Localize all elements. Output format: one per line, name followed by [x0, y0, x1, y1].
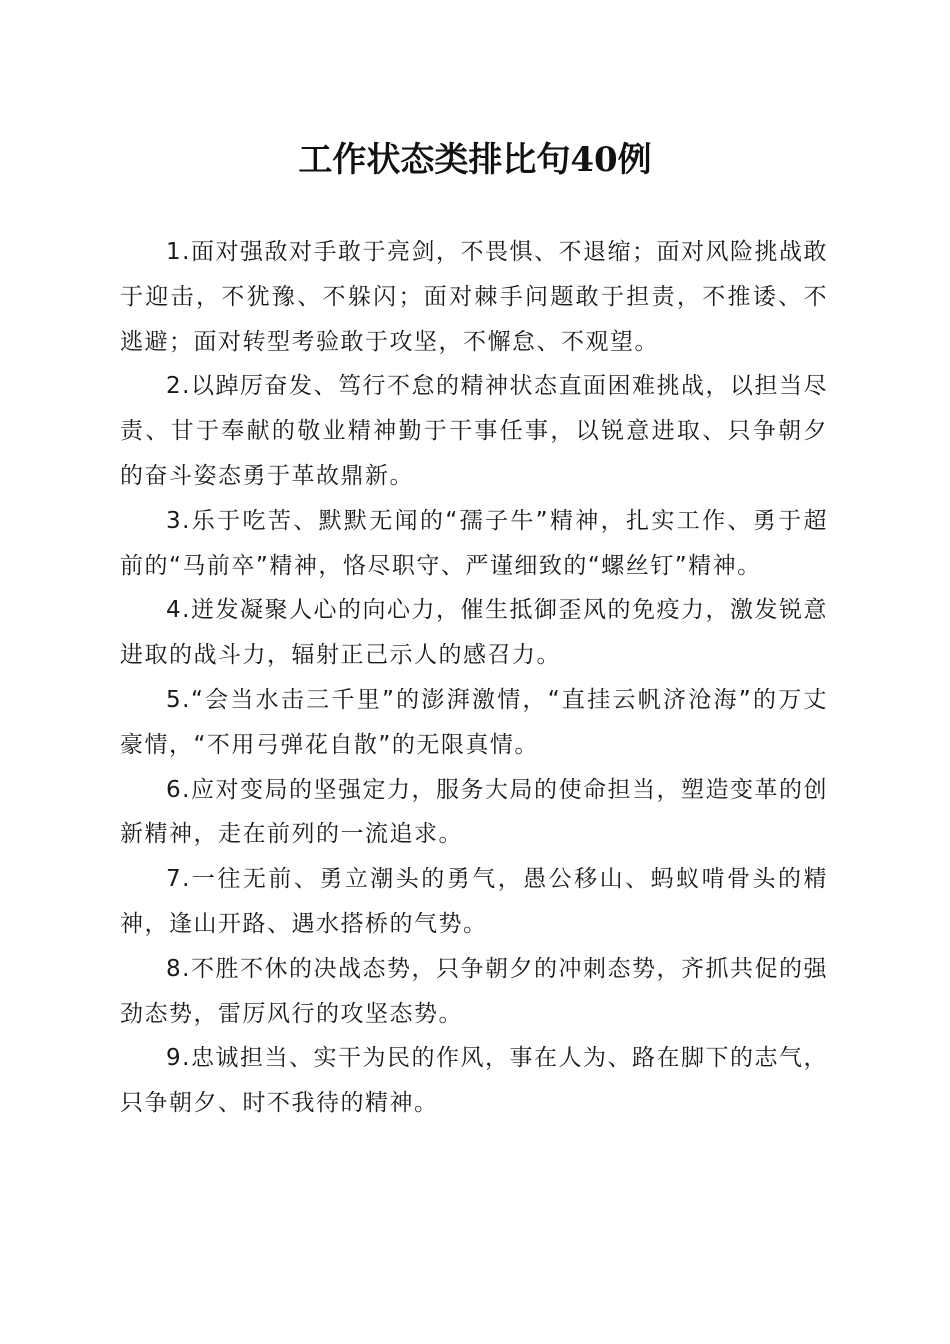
document-body: [120, 230, 828, 1126]
paragraph-7: 7.一往无前、勇立潮头的勇气，愚公移山、蚂蚁啃骨头的精神，逢山开路、遇水搭桥的气势。: [120, 866, 828, 937]
paragraph-9: 9.忠诚担当、实干为民的作风，事在人为、路在脚下的志气，只争朝夕、时不我待的精神。: [120, 1045, 828, 1117]
paragraph-4: 4.迸发凝聚人心的向心力，催生抵御歪风的免疫力，激发锐意进取的战斗力，辐射正己示人的感召力。: [120, 597, 828, 669]
paragraph-1: 1.面对强敌对手敢于亮剑，不畏惧、不退缩；面对风险挑战敢于迎击，不犹豫、不躲闪；面对棘手问题敢于担责，不推诿、不逃避；面对转型考验敢于攻坚，不懈怠、不观望。: [120, 239, 828, 355]
document-title: 工作状态类排比句40例: [298, 140, 652, 180]
paragraph-3: 3.乐于吃苦、默默无闻的“孺子牛”精神，扎实工作、勇于超前的“马前卒”精神，恪尽职守、严谨细致的“螺丝钉”精神。: [120, 507, 828, 579]
paragraph-2: 2.以踔厉奋发、笃行不怠的精神状态直面困难挑战，以担当尽责、甘于奉献的敬业精神勤于干事任事，以锐意进取、只争朝夕的奋斗姿态勇于革故鼎新。: [120, 373, 828, 489]
paragraph-5: 5.“会当水击三千里”的澎湃激情，“直挂云帆济沧海”的万丈豪情，“不用弓弹花自散”的无限真情。: [120, 686, 828, 758]
paragraph-8: 8.不胜不休的决战态势，只争朝夕的冲刺态势，齐抓共促的强劲态势，雷厉风行的攻坚态势。: [120, 955, 828, 1027]
paragraph-6: 6.应对变局的坚强定力，服务大局的使命担当，塑造变革的创新精神，走在前列的一流追求。: [120, 776, 828, 848]
